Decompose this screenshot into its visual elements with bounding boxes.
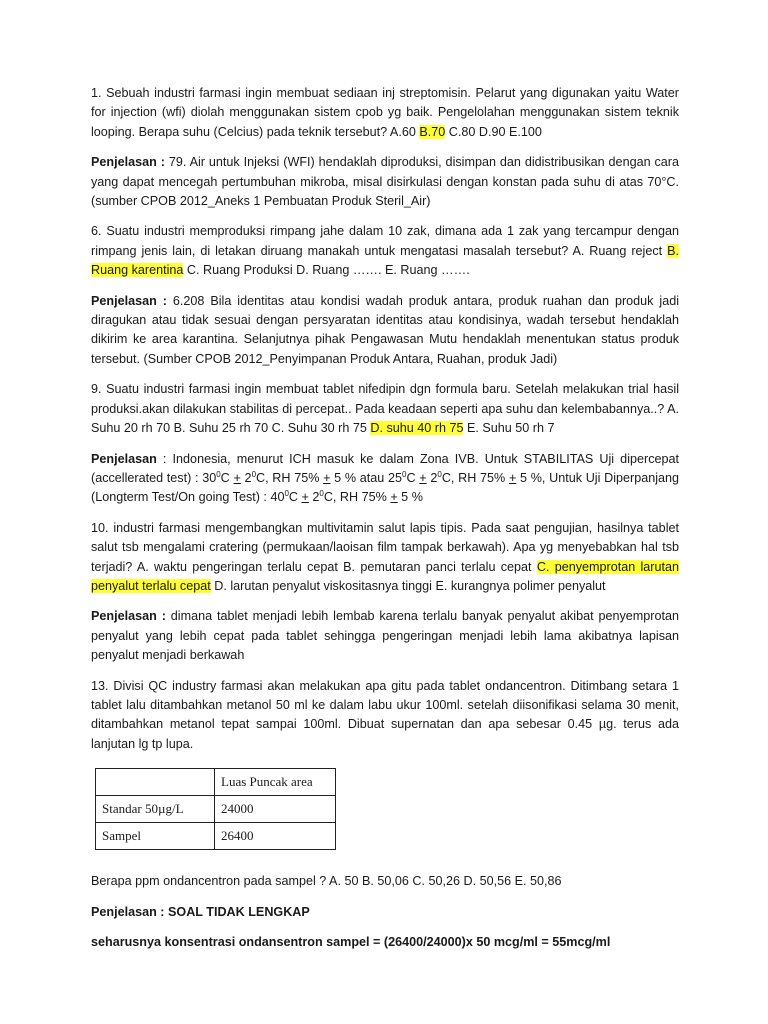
table-cell: 26400	[215, 823, 336, 850]
document-page	[91, 84, 679, 963]
question-13-prompt: Berapa ppm ondancentron pada sampel ? A. 50 B. 50,06 C. 50,26 D. 50,56 E. 50,86	[91, 874, 562, 889]
table-cell	[96, 769, 215, 796]
question-13: 13. Divisi QC industry farmasi akan melakukan apa gitu pada tablet ondancentron. Ditimbang setara 1 tablet lalu ditambahkan metanol 50 ml ke dalam labu ukur 100ml. setelah diisonifikasi selama 30 menit, ditambahkan metanol tepat sampai 100ml. Dibuat supernatan dan apa sebesar 0.45 µg. terus ada lanjutan lg tp lupa.	[91, 678, 679, 751]
answer-highlight: B.70	[419, 124, 446, 139]
answer-highlight: D. suhu 40 rh 75	[370, 421, 464, 436]
explanation-label: Penjelasan :	[91, 155, 165, 170]
question-1: 1. Sebuah industri farmasi ingin membuat sediaan inj streptomisin. Pelarut yang digunakan yaitu Water for injection (wfi) diolah menggunakan sistem cpob yg baik. Pengelolahan menggunakan sistem teknik looping. Berapa suhu (Celcius) pada teknik tersebut? A.60 B.70 C.80 D.90 E.100	[91, 86, 679, 139]
calculation: seharusnya konsentrasi ondansentron sampel = (26400/24000)x 50 mcg/ml = 55mcg/ml	[91, 935, 611, 949]
explanation-6: Penjelasan : 6.208 Bila identitas atau kondisi wadah produk antara, produk ruahan dan produk jadi diragukan atau tidak sesuai dengan persyaratan identitas atau kondisinya, wadah tersebut hendaklah dikirim ke area karantina. Selanjutnya pihak Pengawasan Mutu hendaklah menentukan status produk tersebut. (Sumber CPOB 2012_Penyimpanan Produk Antara, Ruahan, produk Jadi)	[91, 293, 680, 366]
explanation-9: Penjelasan : Indonesia, menurut ICH masuk ke dalam Zona IVB. Untuk STABILITAS Uji dipercepat (accellerated test) : $30^0C + 2^0C$, RH 75% + 5 % atau $25^0C + 2^0C$, RH 75% + 5 %, Untuk Uji Diperpanjang (Longterm Test/On going Test) : $40^0C + 2^0C$, RH 75% + 5 %	[91, 451, 680, 505]
explanation-13: Penjelasan : SOAL TIDAK LENGKAP	[91, 904, 310, 919]
table-row	[96, 823, 336, 850]
explanation-10: Penjelasan : dimana tablet menjadi lebih lembab karena terlalu banyak penyalut akibat penyemprotan penyalut yang lebih cepat pada tablet sehingga pengeringan menjadi lebih lama akibatnya lapisan penyalut menjadi berkawah	[91, 609, 679, 663]
explanation-1: Penjelasan : 79. Air untuk Injeksi (WFI) hendaklah diproduksi, disimpan dan didistribusikan dengan cara yang dapat mencegah pertumbuhan mikroba, misal disirkulasi dengan konstan pada suhu di atas 70°C. (sumber CPOB 2012_Aneks 1 Pembuatan Produk Steril_Air)	[91, 155, 680, 209]
table-row	[96, 769, 336, 796]
question-6: 6. Suatu industri memproduksi rimpang jahe dalam 10 zak, dimana ada 1 zak yang tercampur dengan rimpang jenis lain, di letakan diruang manakah untuk mengatasi masalah tersebut? A. Ruang reject B. Ruang karentina C. Ruang Produksi D. Ruang ……. E. Ruang …….	[91, 224, 679, 278]
answer-highlight: B. Ruang karentina	[91, 243, 679, 278]
table-cell: 24000	[215, 796, 336, 823]
table-row	[96, 796, 336, 823]
table-cell: Luas Puncak area	[215, 769, 336, 796]
answer-highlight: C. penyemprotan larutan penyalut terlalu cepat	[91, 559, 679, 593]
table-cell: Standar 50µg/L	[96, 796, 215, 823]
peak-area-table	[95, 768, 336, 850]
explanation-label: Penjelasan :	[91, 609, 166, 624]
explanation-label: Penjelasan	[91, 451, 157, 466]
question-10: 10. industri farmasi mengembangkan multivitamin salut lapis tipis. Pada saat pengujian, hasilnya tablet salut tsb mengalami cratering (permukaan/laoisan film tampak berkawah). Apa yg menyebabkan hal tsb terjadi? A. waktu pengeringan terlalu cepat B. pemutaran panci terlalu cepat C. penyemprotan larutan penyalut terlalu cepat D. larutan penyalut viskositasnya tinggi E. kurangnya polimer penyalut	[91, 520, 679, 593]
explanation-label: Penjelasan :	[91, 293, 167, 308]
table-cell: Sampel	[96, 823, 215, 850]
question-9: 9. Suatu industri farmasi ingin membuat tablet nifedipin dgn formula baru. Setelah melakukan trial hasil produksi.akan dilakukan stabilitas di percepat.. Pada keadaan seperti apa suhu dan kelembabannya..? A. Suhu 20 rh 70 B. Suhu 25 rh 70 C. Suhu 30 rh 75 D. suhu 40 rh 75 E. Suhu 50 rh 7	[91, 382, 679, 436]
